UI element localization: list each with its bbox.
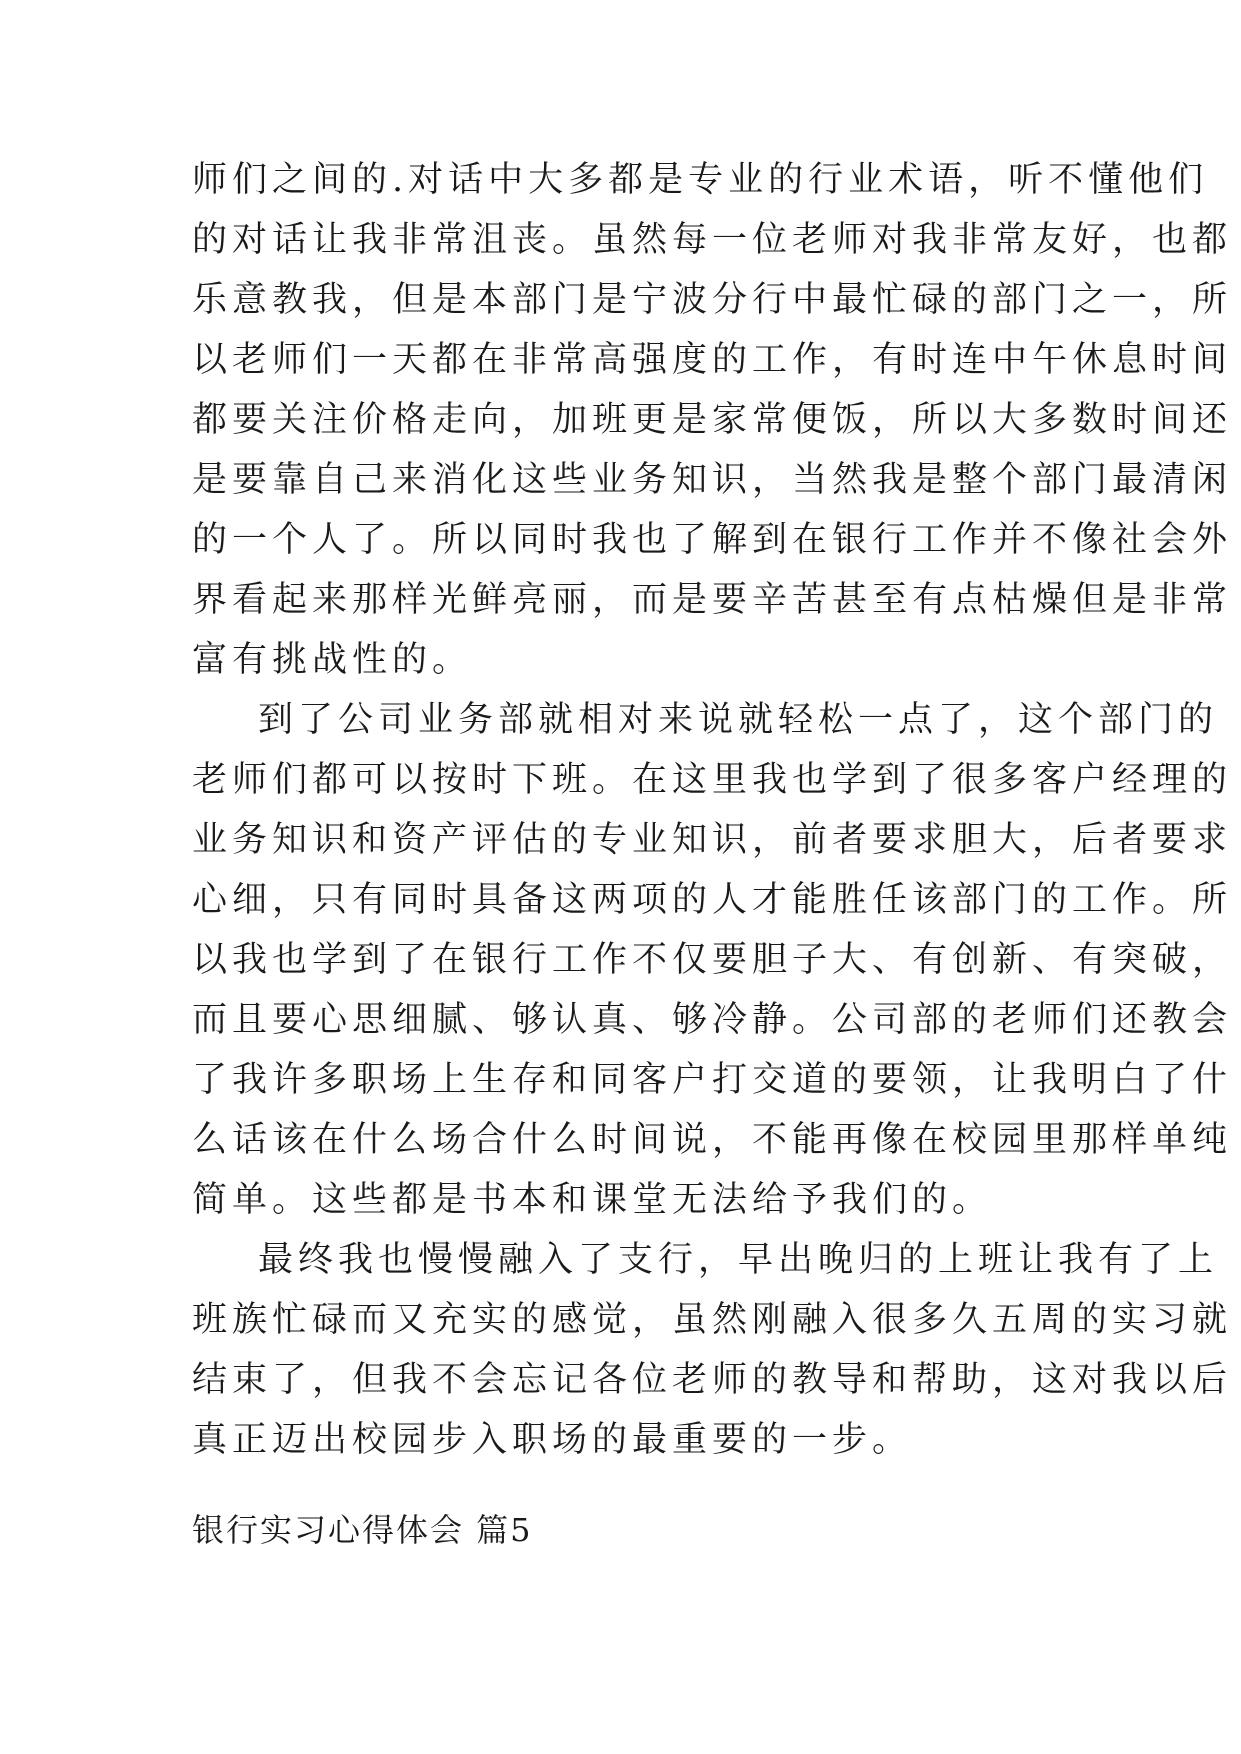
paragraph-3-line-2: 班族忙碌而又充实的感觉，虽然刚融入很多久五周的实习就	[192, 1300, 1233, 1340]
paragraph-3-line-3: 结束了，但我不会忘记各位老师的教导和帮助，这对我以后	[192, 1360, 1233, 1400]
paragraph-3-line-1: 最终我也慢慢融入了支行，早出晚归的上班让我有了上	[258, 1240, 1219, 1280]
paragraph-1-line-1: 师们之间的.对话中大多都是专业的行业术语，听不懂他们	[192, 160, 1209, 200]
paragraph-2-line-2: 老师们都可以按时下班。在这里我也学到了很多客户经理的	[192, 760, 1233, 800]
body-text	[192, 150, 1233, 1470]
paragraph-2-line-6: 而且要心思细腻、够认真、够冷静。公司部的老师们还教会	[192, 1000, 1233, 1040]
paragraph-2-line-8: 么话该在什么场合什么时间说，不能再像在校园里那样单纯	[192, 1120, 1233, 1160]
paragraph-1-line-3: 乐意教我，但是本部门是宁波分行中最忙碌的部门之一，所	[192, 280, 1233, 320]
paragraph-1-line-9: 富有挑战性的。	[192, 640, 473, 680]
paragraph-2-line-5: 以我也学到了在银行工作不仅要胆子大、有创新、有突破，	[192, 940, 1233, 980]
paragraph-1-line-5: 都要关注价格走向，加班更是家常便饭，所以大多数时间还	[192, 400, 1233, 440]
paragraph-2-line-3: 业务知识和资产评估的专业知识，前者要求胆大，后者要求	[192, 820, 1233, 860]
paragraph-1-line-4: 以老师们一天都在非常高强度的工作，有时连中午休息时间	[192, 340, 1233, 380]
paragraph-2-line-9: 简单。这些都是书本和课堂无法给予我们的。	[192, 1180, 993, 1220]
paragraph-2-line-7: 了我许多职场上生存和同客户打交道的要领，让我明白了什	[192, 1060, 1233, 1100]
paragraph-2-line-1: 到了公司业务部就相对来说就轻松一点了，这个部门的	[258, 700, 1219, 740]
paragraph-1-line-8: 界看起来那样光鲜亮丽，而是要辛苦甚至有点枯燥但是非常	[192, 580, 1233, 620]
paragraph-1-line-6: 是要靠自己来消化这些业务知识，当然我是整个部门最清闲	[192, 460, 1233, 500]
paragraph-1-line-7: 的一个人了。所以同时我也了解到在银行工作并不像社会外	[192, 520, 1233, 560]
paragraph-1-line-2: 的对话让我非常沮丧。虽然每一位老师对我非常友好，也都	[192, 220, 1233, 260]
section-heading: 银行实习心得体会 篇5	[192, 1511, 533, 1549]
paragraph-3-line-4: 真正迈出校园步入职场的最重要的一步。	[192, 1420, 913, 1460]
paragraph-2-line-4: 心细，只有同时具备这两项的人才能胜任该部门的工作。所	[192, 880, 1233, 920]
